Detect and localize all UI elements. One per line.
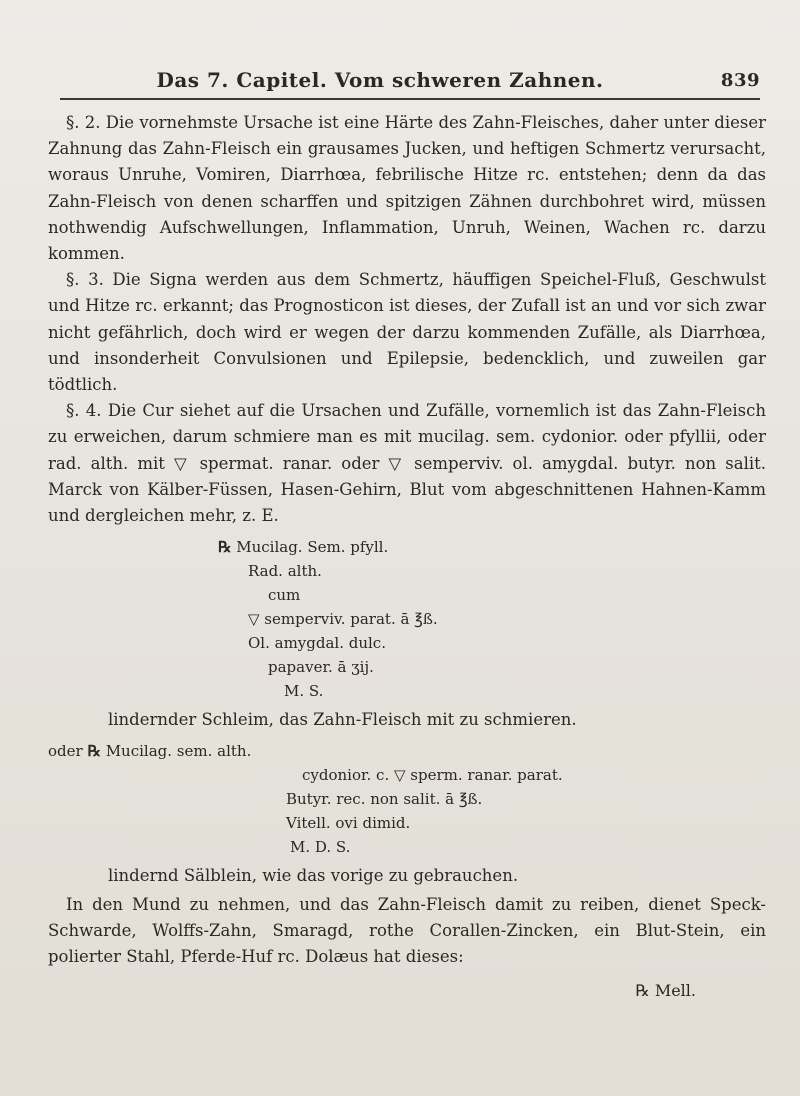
recipe-1	[48, 535, 766, 703]
recipe-2-caption: lindernd Sälblein, wie das vorige zu gebrauchen.	[108, 866, 519, 886]
recipe-1-ingredient: papaver. ā ʒij.	[268, 658, 374, 677]
recipe-rx-icon: ℞	[87, 742, 101, 761]
recipe-2-signature: M. D. S.	[290, 838, 351, 857]
paragraph-section-3: §. 3. Die Signa werden aus dem Schmertz, häuffigen Speichel-Fluß, Geschwulst und Hitze rc. erkannt; das Prognosticon ist dieses, der Zufall ist an und vor sich zwar nicht gefährlich, doch wird er wegen der darzu kommenden Zufälle, als Diarrhœa, und insonderheit Convulsionen und Epilepsie, bedencklich, und zuweilen gar tödtlich.	[48, 270, 766, 395]
recipe-1-signature: M. S.	[284, 682, 324, 701]
recipe-1-caption: lindernder Schleim, das Zahn-Fleisch mit zu schmieren.	[108, 710, 577, 730]
running-header	[60, 68, 760, 96]
recipe-2-ingredient: Vitell. ovi dimid.	[286, 814, 411, 833]
recipe-2-ingredient: cydonior. c. ▽ sperm. ranar. parat.	[302, 766, 563, 785]
recipe-2	[48, 739, 766, 859]
page-body	[48, 110, 766, 1004]
recipe-2-ingredient: Butyr. rec. non salit. ā ℥ß.	[286, 790, 483, 809]
recipe-2-lead: oder	[48, 742, 83, 761]
recipe-1-first-ingredient: Mucilag. Sem. pfyll.	[236, 538, 389, 557]
paragraph-section-2: §. 2. Die vornehmste Ursache ist eine Härte des Zahn-Fleisches, daher unter dieser Zahnung das Zahn-Fleisch ein grausames Jucken, und heftigen Schmertz verursacht, woraus Unruhe, Vomiren, Diarrhœa, febrilische Hitze rc. entstehen; denn da das Zahn-Fleisch von denen scharffen und spitzigen Zähnen durchbohret wird, müssen nothwendig Aufschwellungen, Inflammation, Unruh, Weinen, Wachen rc. darzu kommen.	[48, 113, 766, 264]
recipe-2-first-ingredient: Mucilag. sem. alth.	[105, 742, 252, 761]
recipe-2-head	[48, 739, 766, 763]
recipe-1-ingredient: Rad. alth.	[248, 562, 322, 581]
recipe-1-head	[48, 535, 766, 559]
recipe-1-ingredient: cum	[268, 586, 301, 605]
catchword: ℞ Mell.	[635, 981, 696, 1001]
closing-paragraph: In den Mund zu nehmen, und das Zahn-Fleisch damit zu reiben, dienet Speck-Schwarde, Wolffs-Zahn, Smaragd, rothe Corallen-Zincken, ein Blut-Stein, ein polierter Stahl, Pferde-Huf rc. Dolæus hat dieses:	[48, 894, 766, 967]
page-number: 839	[720, 70, 760, 91]
recipe-1-ingredient: ▽ semperviv. parat. ā ℥ß.	[248, 610, 438, 629]
paragraph-section-4: §. 4. Die Cur siehet auf die Ursachen und Zufälle, vornemlich ist das Zahn-Fleisch zu erweichen, darum schmiere man es mit mucilag. sem. cydonior. oder pfyllii, oder rad. alth. mit ▽ spermat. ranar. oder ▽ semperviv. ol. amygdal. butyr. non salit. Marck von Kälber-Füssen, Hasen-Gehirn, Blut vom abgeschnittenen Hahnen-Kamm und dergleichen mehr, z. E.	[48, 401, 766, 526]
recipe-rx-icon: ℞	[218, 538, 232, 557]
header-rule	[60, 98, 760, 100]
recipe-1-ingredient: Ol. amygdal. dulc.	[248, 634, 386, 653]
chapter-title: Das 7. Capitel. Vom schweren Zahnen.	[156, 68, 604, 92]
